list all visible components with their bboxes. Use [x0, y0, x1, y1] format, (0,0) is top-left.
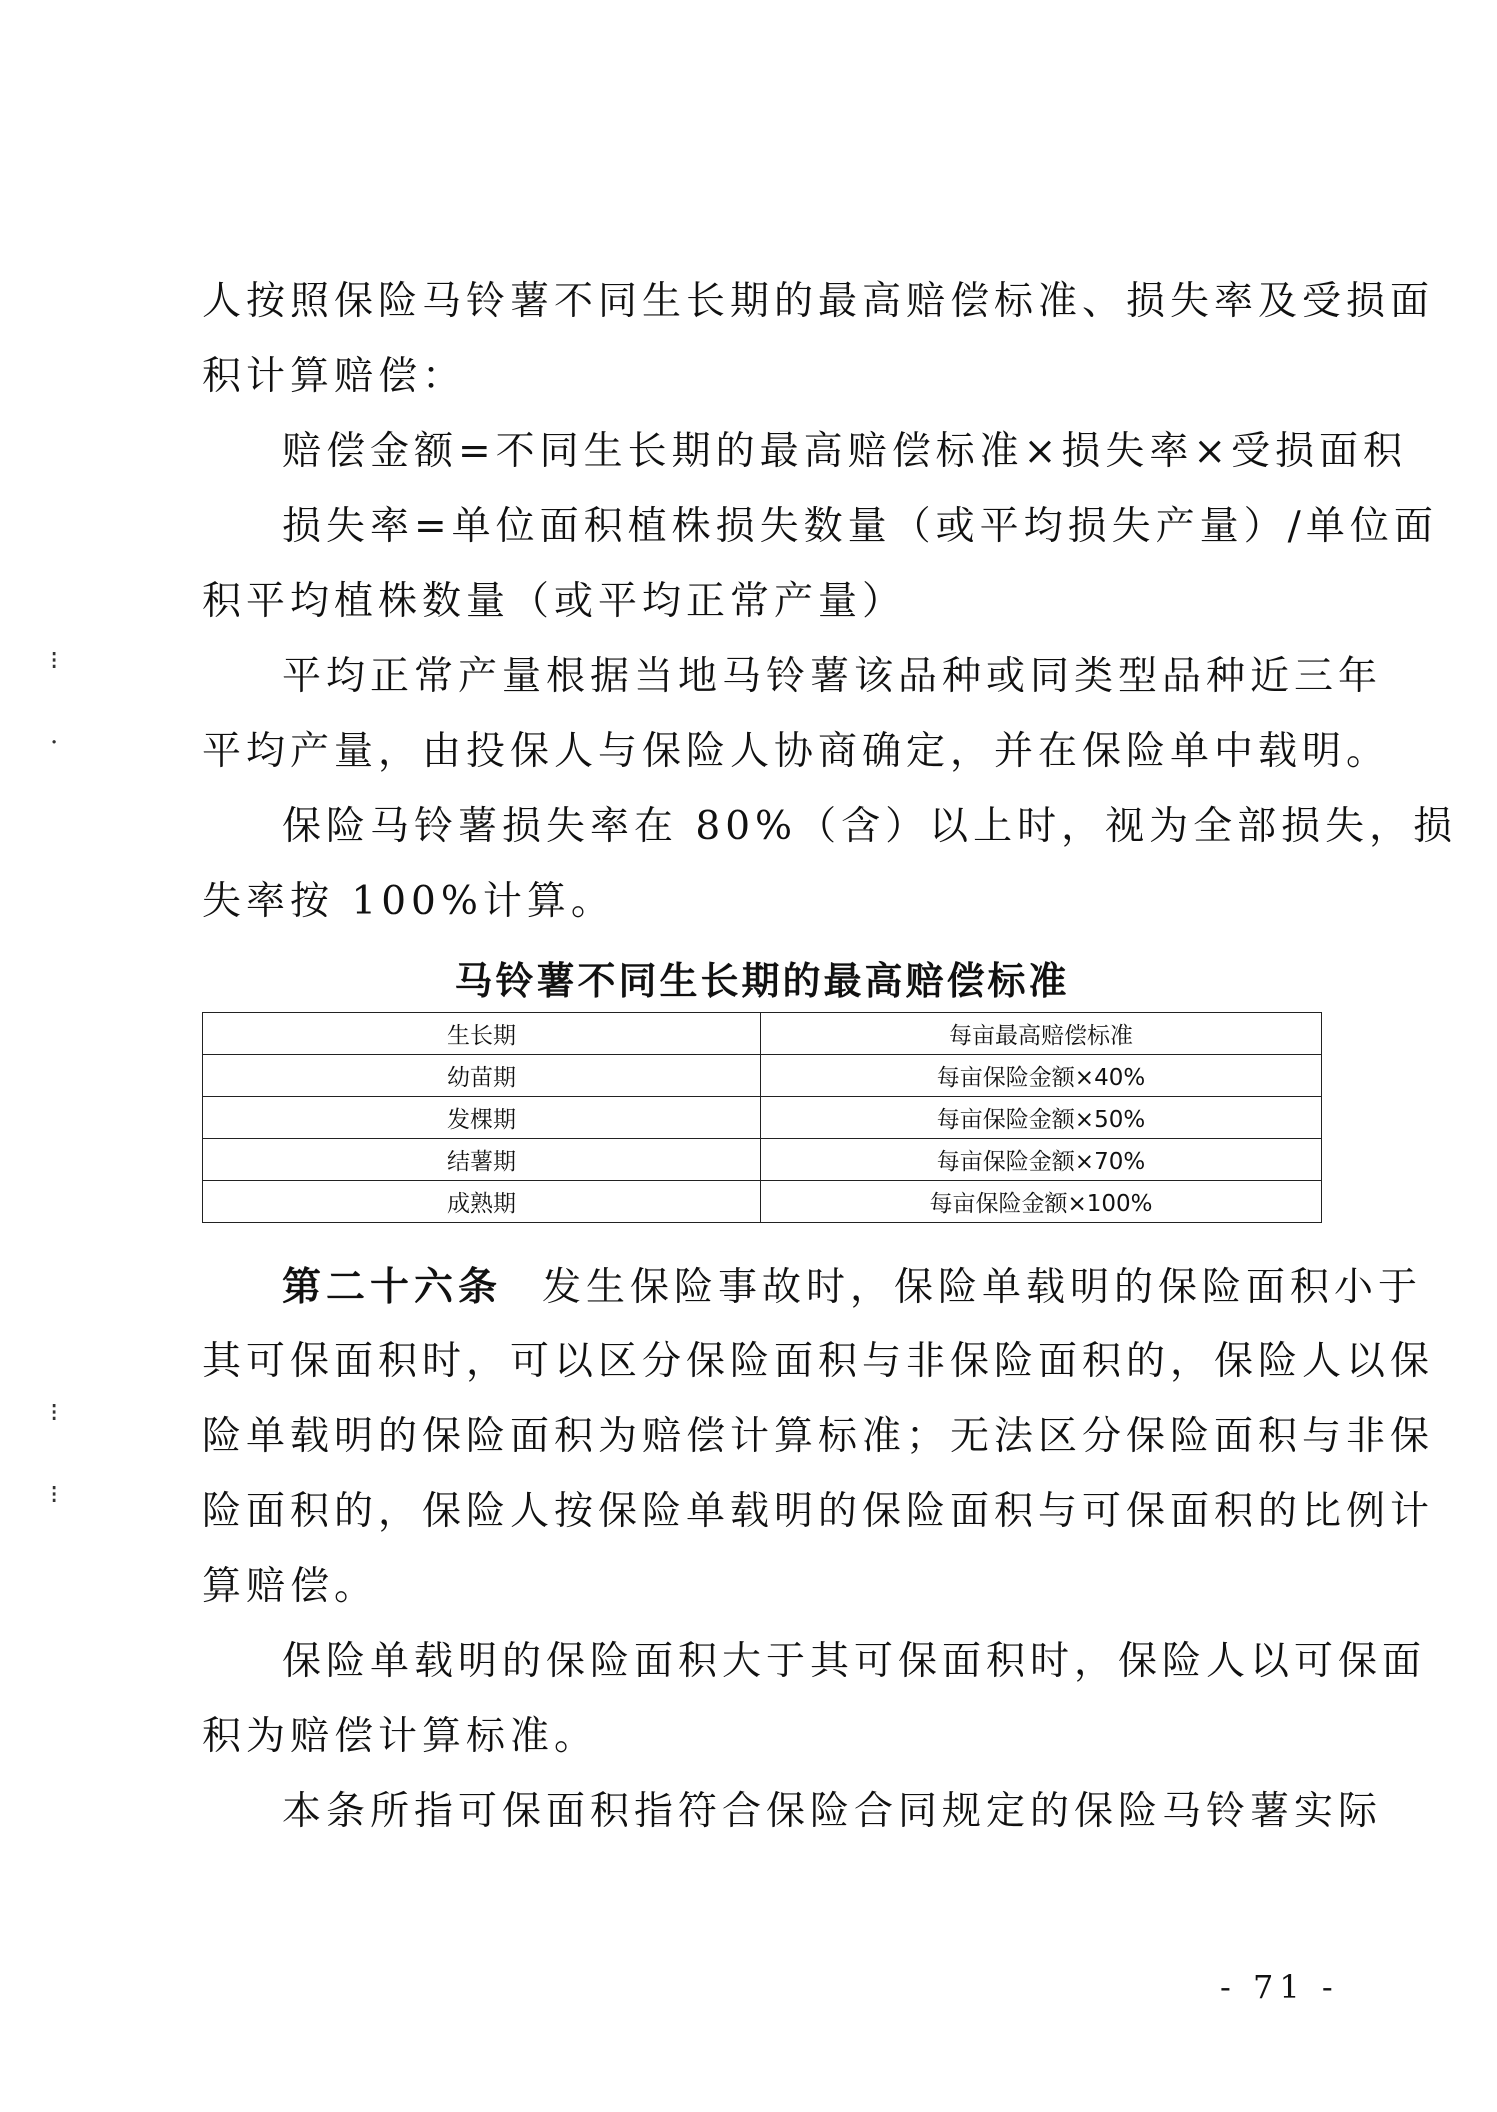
table-cell: 发棵期 — [203, 1097, 761, 1139]
table-row — [203, 1097, 1322, 1139]
table-cell: 幼苗期 — [203, 1055, 761, 1097]
table-cell: 每亩保险金额×50% — [761, 1097, 1322, 1139]
table-cell: 结薯期 — [203, 1139, 761, 1181]
page-number: - 71 - — [1220, 1968, 1339, 2006]
table-row — [203, 1181, 1322, 1223]
formula-line: 赔偿金额=不同生长期的最高赔偿标准×损失率×受损面积 — [282, 429, 1408, 474]
formula-line: 损失率=单位面积植株损失数量（或平均损失产量）/单位面 — [282, 504, 1438, 549]
table-header-cell: 生长期 — [203, 1013, 761, 1055]
table-title: 马铃薯不同生长期的最高赔偿标准 — [454, 958, 1070, 1003]
table-cell: 成熟期 — [203, 1181, 761, 1223]
table-row — [203, 1055, 1322, 1097]
compensation-table — [202, 1012, 1322, 1223]
paragraph-line: 平均正常产量根据当地马铃薯该品种或同类型品种近三年 — [282, 654, 1383, 699]
margin-mark: ⁝ — [50, 1398, 59, 1428]
paragraph-line: 积为赔偿计算标准。 — [202, 1714, 599, 1759]
table-cell: 每亩保险金额×40% — [761, 1055, 1322, 1097]
article-text: 发生保险事故时，保险单载明的保险面积小于 — [542, 1265, 1423, 1310]
margin-mark: ⁝ — [50, 646, 59, 676]
paragraph-line: 平均产量，由投保人与保险人协商确定，并在保险单中载明。 — [202, 729, 1391, 774]
paragraph-line: 人按照保险马铃薯不同生长期的最高赔偿标准、损失率及受损面 — [202, 279, 1435, 324]
table-cell: 每亩保险金额×100% — [761, 1181, 1322, 1223]
table-row — [203, 1139, 1322, 1181]
article-heading: 第二十六条 — [282, 1264, 503, 1310]
formula-line: 积平均植株数量（或平均正常产量） — [202, 579, 907, 624]
article-line: 险面积的，保险人按保险单载明的保险面积与可保面积的比例计 — [202, 1489, 1435, 1534]
paragraph-line: 本条所指可保面积指符合保险合同规定的保险马铃薯实际 — [282, 1789, 1383, 1834]
article-line: 险单载明的保险面积为赔偿计算标准；无法区分保险面积与非保 — [202, 1414, 1435, 1459]
article-line: 其可保面积时，可以区分保险面积与非保险面积的，保险人以保 — [202, 1339, 1435, 1384]
paragraph-line: 失率按 100%计算。 — [202, 879, 615, 924]
margin-mark: · — [50, 728, 59, 758]
table-header-row — [203, 1013, 1322, 1055]
margin-mark: ⁝ — [50, 1480, 59, 1510]
table-cell: 每亩保险金额×70% — [761, 1139, 1322, 1181]
paragraph-line: 保险单载明的保险面积大于其可保面积时，保险人以可保面 — [282, 1639, 1427, 1684]
table-header-cell: 每亩最高赔偿标准 — [761, 1013, 1322, 1055]
paragraph-line: 积计算赔偿： — [202, 354, 467, 399]
article-line: 算赔偿。 — [202, 1564, 379, 1609]
paragraph-line: 保险马铃薯损失率在 80%（含）以上时，视为全部损失，损 — [282, 804, 1458, 849]
article-first-line — [282, 1262, 1423, 1313]
